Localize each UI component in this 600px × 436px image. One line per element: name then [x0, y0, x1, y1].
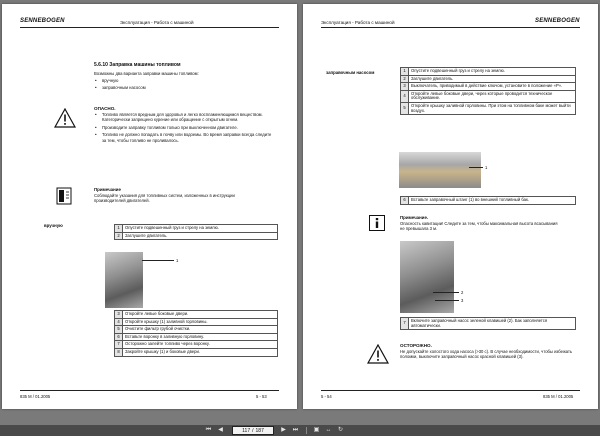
next-page-icon[interactable]: ▶: [281, 427, 286, 433]
step-number: 5: [115, 326, 123, 334]
step-text: Включите заправочный насос зеленой клавишей (2). Бак заполняется автоматически.: [409, 318, 576, 330]
footer-divider: [321, 390, 580, 391]
brand-logo: SENNEBOGEN: [535, 18, 580, 24]
rotate-icon[interactable]: ↻: [337, 427, 344, 433]
step-text: Заглушите двигатель.: [123, 232, 278, 240]
step7-table: [400, 317, 576, 330]
last-page-icon[interactable]: ⏭: [292, 427, 299, 433]
photo-callout: 1: [485, 165, 488, 170]
table-row: [401, 318, 576, 330]
steps-table-bottom: [114, 310, 278, 357]
step-text: Заглушите двигатель.: [409, 75, 576, 83]
step-text: Откройте левые боковые двери, через которые проводится техническое обслуживание.: [409, 90, 576, 102]
table-row: [115, 326, 278, 334]
table-row: [115, 341, 278, 349]
table-row: [401, 197, 576, 205]
right-page: [303, 4, 598, 409]
page-indicator[interactable]: [232, 426, 274, 435]
step-text: Откройте левые боковые двери.: [123, 311, 278, 319]
step-number: 6: [401, 197, 409, 205]
step-text: Откройте крышку (1) заливной горловины.: [123, 318, 278, 326]
warning-list: [94, 112, 274, 143]
step-number: 6: [115, 333, 123, 341]
pump-label: заправочным насосом: [326, 70, 375, 75]
current-page-input[interactable]: 117: [242, 428, 251, 434]
table-row: [401, 102, 576, 114]
step-number: 4: [401, 90, 409, 102]
page-number: 5 - 54: [321, 394, 332, 399]
table-row: [401, 75, 576, 83]
step-number: 4: [115, 318, 123, 326]
fit-page-icon[interactable]: ▣: [313, 427, 320, 433]
info-icon: [369, 215, 385, 231]
step-text: Опустите подвешенный груз и стрелу на землю.: [409, 68, 576, 76]
step-text: Закройте крышку (1) и боковые двери.: [123, 348, 278, 356]
step-number: 7: [401, 318, 409, 330]
steps-table-top: [400, 67, 576, 115]
step-text: Вставьте воронку в заливную горловину.: [123, 333, 278, 341]
header-title: Эксплуатация - Работа с машиной: [120, 20, 194, 25]
warning-heading: ОПАСНО.: [94, 106, 116, 111]
table-row: [115, 311, 278, 319]
step-text: Выключатель, приводимый в действие ключом, установите в положение «P».: [409, 83, 576, 91]
step6-table: [400, 196, 576, 205]
book-icon: [56, 187, 72, 205]
total-pages: 187: [255, 428, 264, 434]
intro-options: [94, 78, 274, 91]
note-heading: Примечание: [94, 187, 121, 192]
step-number: 8: [115, 348, 123, 356]
callout-line: [142, 260, 174, 261]
header-title: Эксплуатация - Работа с машиной: [321, 20, 395, 25]
first-page-icon[interactable]: ⏮: [205, 427, 212, 433]
list-item: • Производите заправку топливом только при выключенном двигателе.: [94, 125, 274, 130]
page-separator: /: [252, 428, 254, 434]
step-number: 1: [115, 225, 123, 233]
prev-page-icon[interactable]: ◀: [218, 427, 223, 433]
intro-text: Возможны два варианта заправки машины топливом:: [94, 71, 199, 76]
table-row: [115, 225, 278, 233]
step-text: Опустите подвешенный груз и стрелу на землю.: [123, 225, 278, 233]
pump-photo: [400, 241, 454, 313]
brand-logo: SENNEBOGEN: [20, 18, 65, 24]
header-divider: [20, 27, 279, 28]
page-number: 5 - 53: [256, 394, 267, 399]
table-row: [115, 333, 278, 341]
list-item: • вручную: [94, 78, 274, 83]
step-number: 3: [115, 311, 123, 319]
warning-heading: ОСТОРОЖНО.: [400, 343, 432, 348]
callout-line: [433, 292, 459, 293]
warning-text: Не допускайте холостого хода насоса (>30 с). В случае необходимости, чтобы избежать поломки, выключите заправочный насос красной клавишей (3).: [400, 349, 573, 360]
table-row: [115, 318, 278, 326]
note-heading: Примечание.: [400, 215, 429, 220]
step-number: 5: [401, 102, 409, 114]
toolbar-separator: [306, 427, 307, 434]
engine-photo: [105, 252, 143, 308]
section-title: 5.6.10 Заправка машины топливом: [94, 62, 181, 68]
header-divider: [321, 27, 580, 28]
step-number: 2: [401, 75, 409, 83]
step-text: Осторожно залейте топливо через воронку.: [123, 341, 278, 349]
footer-revision: 835 M / 01.2005: [543, 394, 574, 399]
viewer-toolbar: [0, 425, 600, 436]
footer-revision: 835 M / 01.2005: [20, 394, 51, 399]
table-row: [401, 83, 576, 91]
callout-line: [469, 167, 483, 168]
step-text: Очистите фильтр грубой очистки.: [123, 326, 278, 334]
step-number: 7: [115, 341, 123, 349]
warning-icon: [367, 344, 389, 364]
manual-label: вручную: [44, 223, 63, 228]
footer-divider: [20, 390, 279, 391]
note-text: Соблюдайте указания для топливных систем, изложенных в инструкции производителей двигателей.: [94, 193, 235, 204]
table-row: [401, 68, 576, 76]
fit-width-icon[interactable]: ↔: [325, 427, 332, 433]
photo-callout: 3: [461, 298, 464, 303]
table-row: [115, 232, 278, 240]
note-text: Опасность кавитации! Следите за тем, чтобы максимальная высота всасывания не превышала 3 м.: [400, 221, 558, 232]
left-page: [2, 4, 297, 409]
steps-table-top: [114, 224, 278, 240]
photo-callout: 2: [461, 290, 464, 295]
step-number: 1: [401, 68, 409, 76]
list-item: • Топливо не должно попадать в почву или водоемы. Во время заправки всегда следите за тем, чтобы топливо не проливалось.: [94, 132, 274, 143]
warning-icon: [54, 108, 76, 128]
step-number: 2: [115, 232, 123, 240]
table-row: [115, 348, 278, 356]
nozzle-photo: [399, 152, 481, 188]
photo-callout: 1: [176, 258, 179, 263]
step-number: 3: [401, 83, 409, 91]
callout-line: [435, 300, 459, 301]
list-item: • Топливо является вредным для здоровья и легко воспламеняющимся веществом. Категорически запрещено курение или обращение с открытым огнем.: [94, 112, 274, 123]
table-row: [401, 90, 576, 102]
list-item: • заправочным насосом: [94, 85, 274, 90]
step-text: Откройте крышку заливной горловины. При этом на топливном баке может выйти воздух.: [409, 102, 576, 114]
step-text: Вставьте заправочный штанг (1) во внешний топливный бак.: [409, 197, 576, 205]
